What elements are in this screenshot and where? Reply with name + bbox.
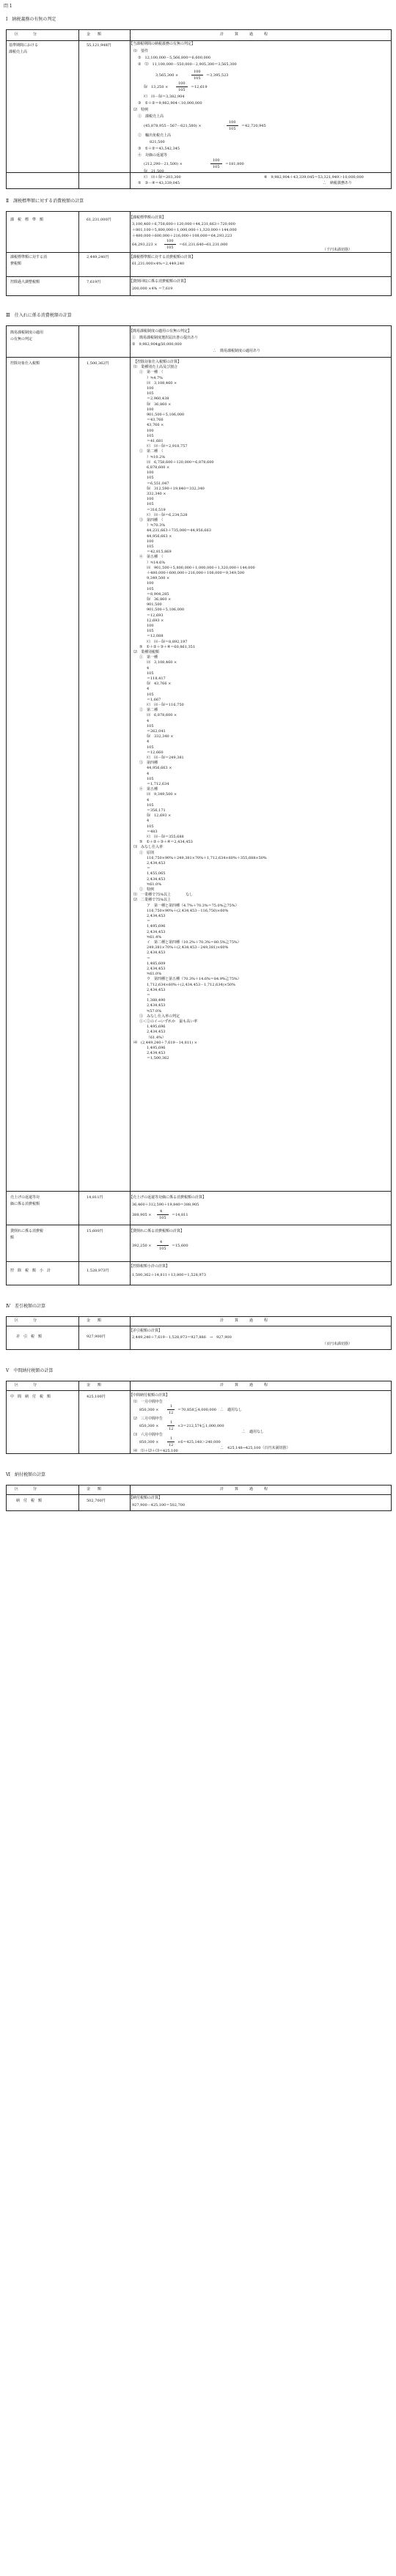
frac-num: 100 <box>229 120 236 125</box>
calc-line: ＝356,171 <box>147 808 166 813</box>
frac-num: 4 <box>160 1240 163 1244</box>
calc-line: ⒝ 13,250 × <box>144 85 169 89</box>
calc-line: ＝12,693 <box>147 613 164 618</box>
calc-line: ⑴ 一業種で75%以上 なし <box>133 893 194 898</box>
calc-line: 105 <box>147 776 154 781</box>
frac-num: 4 <box>160 1209 163 1214</box>
header-keisan: 計 算 過 程 <box>220 1487 268 1491</box>
calc-line: 100 <box>147 470 154 476</box>
section-1-heading: Ⅰ 納税義務の有無の判定 <box>6 17 56 22</box>
calc-line: ① 簡易課税制度選択届出書の提出あり <box>132 336 199 340</box>
row-label: 基準期間における <box>9 43 39 48</box>
calc-line: 【当課税期間の納税義務の有無の判定】 <box>129 42 196 46</box>
row-label: 簡易課税制度の適用 <box>10 331 44 335</box>
calc-line: ③ 第四種 （ <box>139 518 164 523</box>
frac-num: 1 <box>170 1420 173 1425</box>
calc-line: 4 <box>147 739 150 745</box>
calc-line: ⑤ ①＋②＋③＋④＝60,861,351 <box>139 644 196 649</box>
frac-den: 105 <box>178 88 186 92</box>
calc-line: ⒜ 3,108,460 × <box>147 660 177 665</box>
calc-line: ≒61.0% <box>147 972 162 977</box>
calc-line: ⒝ 12,693 × <box>147 813 172 819</box>
calc-line: ∴ 簡易課税制度の適用あり <box>213 349 261 353</box>
calc-line: 100 <box>147 428 154 433</box>
calc-line: 105 <box>147 824 154 829</box>
calc-line: ⒝ 21,500 <box>144 169 164 174</box>
calc-line: 100 <box>147 581 154 586</box>
calc-line: 2,434,453 <box>147 861 166 866</box>
frac-num: 1 <box>170 1404 173 1409</box>
header-kingaku: 金 額 <box>87 32 102 37</box>
calc-line: ＝14,811 <box>172 1213 188 1217</box>
section-2-heading: Ⅱ 課税標準額に対する消費税額の計算 <box>6 199 84 204</box>
calc-line: ② 9,982,904≦50,000,000 <box>132 342 182 347</box>
calc-line: ≒61.4% <box>147 934 162 940</box>
row-amount: 61,231,000円 <box>87 218 111 222</box>
calc-line: ⒝ 36,860 × <box>147 402 172 407</box>
row-amount: 502,700円 <box>87 1499 106 1503</box>
frac-num: 100 <box>178 81 186 86</box>
calc-line: 105 <box>147 433 154 438</box>
calc-line: 901,500＋5,106,000 <box>147 608 185 613</box>
section-5-heading: Ⅴ 中間納付税額の計算 <box>6 1368 54 1373</box>
calc-line: 2,434,453 <box>147 987 166 992</box>
calc-line: 850,300 × <box>139 1408 159 1412</box>
calc-line: ∴ 425,148→425,100（百円未満切捨） <box>220 1446 290 1450</box>
frac-den: 105 <box>194 76 201 81</box>
calc-line: ⒞ ⒜－⒝＝6,234,528 <box>147 512 188 517</box>
calc-line: ⑷ ⑴＋⑵＋⑶＝425,100 <box>133 1449 178 1453</box>
row-label: の有無の判定 <box>10 337 33 342</box>
calc-line: ⑵ 三月中間申告 <box>133 1417 164 1421</box>
calc-line: ＝41,681 <box>147 439 164 443</box>
header-kubun: 区 分 <box>15 1318 37 1323</box>
calc-line: ⑴ 一月中間申告 <box>133 1400 164 1404</box>
calc-line: ∴ 適用なし <box>242 1430 265 1434</box>
row-label: 課税売上高 <box>9 50 28 54</box>
calc-line: ＋801,100＋5,800,000＋1,000,000＋1,320,000＋144,000 <box>132 228 237 232</box>
section-3-heading: Ⅲ 仕入れに係る消費税額の計算 <box>6 313 72 318</box>
header-kingaku: 金 額 <box>87 1487 102 1491</box>
row-label: 貸倒れに係る消費税 <box>10 1229 44 1233</box>
calc-line: ＝ <box>147 956 151 961</box>
calc-line: 392,250 × <box>132 1244 152 1248</box>
calc-line: 100 <box>147 539 154 544</box>
calc-line: ⒞ ⒜－⒝＝2,918,757 <box>147 444 188 449</box>
calc-line: 105 <box>147 502 154 507</box>
row-label: 課税標準額に対する消 <box>10 255 48 259</box>
frac-den: 105 <box>229 127 236 131</box>
row-amount: 1,500,362円 <box>87 361 109 366</box>
frac-den: 105 <box>213 165 220 169</box>
calc-line: 44,231,663＋735,000＝44,956,663 <box>147 528 211 534</box>
header-kubun: 区 分 <box>15 1487 37 1491</box>
row-amount: 425,100円 <box>87 1395 106 1399</box>
calc-line: ⑵ 業種別税額 <box>133 650 160 654</box>
row-amount: 2,449,240円 <box>87 255 109 259</box>
calc-line: ＋480,000＋600,000＋216,000＋108,000＝9,349,500 <box>147 571 245 575</box>
calc-line: 6,878,600 × <box>147 465 170 470</box>
calc-line: ② 第二種 （ <box>139 449 164 454</box>
calc-line: ）≒14.6% <box>147 560 166 565</box>
calc-line: ④ 第五種 （ <box>139 555 164 560</box>
calc-line: 200,000 ×4% ＝7,619 <box>132 287 173 291</box>
calc-line: 105 <box>147 692 154 697</box>
calc-line: ③ ①＋②＝9,982,904＜10,000,000 <box>138 101 202 106</box>
calc-line: 850,300 × <box>139 1440 159 1444</box>
calc-line: 105 <box>147 476 154 481</box>
calc-line: ⑤ ③－④＝43,339,045 <box>138 181 180 185</box>
row-label: 額 <box>10 1236 15 1240</box>
row-amount: 55,121,948円 <box>87 43 111 48</box>
row-label: 納 付 税 額 <box>16 1499 43 1503</box>
calc-line: 249,381×70%＋(2,434,453－249,381)×60% <box>147 945 229 951</box>
calc-line: 105 <box>147 745 154 750</box>
table-3 <box>6 325 392 1285</box>
calc-line: 1,455,065 <box>147 871 166 876</box>
calc-line: ）≒4.7% <box>147 375 163 380</box>
calc-line: 12,693 × <box>147 618 164 623</box>
calc-line: ＝12,660 <box>147 750 164 755</box>
calc-line: 【簡易課税制度の適用の有無の判定】 <box>129 329 192 333</box>
calc-line: ⒞ ⒜－⒝＝8,892,197 <box>147 639 188 644</box>
calc-line: ⒞ ⒜－⒝＝249,381 <box>147 756 184 760</box>
calc-line: ≒57.0% <box>147 1008 162 1014</box>
calc-line: 100 <box>147 624 154 628</box>
row-label: 控 除 税 額 小 計 <box>10 1269 51 1273</box>
calc-line: ⒝ 332,340 × <box>147 734 174 739</box>
calc-line: ① 12,100,000－5,566,800＝6,600,000 <box>138 56 211 60</box>
calc-line: 105 <box>147 391 154 396</box>
calc-line: ∴ 納税義務あり <box>323 181 353 185</box>
calc-line: 44,956,663 × <box>147 534 172 539</box>
frac-num: 100 <box>166 239 174 243</box>
header-kingaku: 金 額 <box>87 1318 102 1323</box>
calc-line: ＝262,041 <box>147 729 166 734</box>
calc-line: ⑷ (2,449,240＋7,619－14,811) × <box>133 1040 197 1045</box>
calc-line: ② 輸出免税売上高 <box>138 133 172 138</box>
calc-line: ⒝ 43,766 × <box>147 682 172 687</box>
table-6 <box>6 1485 392 1511</box>
frac-den: 105 <box>159 1216 166 1220</box>
calc-line: 2,434,453 <box>147 967 166 971</box>
calc-line: ④ 第五種 <box>139 787 158 792</box>
calc-line: ＝181,800 <box>225 162 244 166</box>
calc-line: 【課税標準額に対する消費税額の計算】 <box>129 255 196 259</box>
calc-line: ＝3,395,523 <box>206 73 229 78</box>
calc-line: 4 <box>147 819 150 824</box>
section-4-heading: Ⅳ 差引税額の計算 <box>6 1304 45 1309</box>
calc-line: ＝ <box>147 993 151 997</box>
calc-line: ⒜ 9,349,500 × <box>147 792 177 797</box>
calc-line: 3,100,460＋6,758,600＋120,000＋44,231,663＋720,000 <box>132 222 235 226</box>
frac-den: 105 <box>166 246 174 250</box>
calc-line: 1,495,696 <box>147 924 166 929</box>
calc-line: ＝ <box>147 919 151 924</box>
calc-line: 1,495,696 <box>147 1046 166 1050</box>
calc-line: ＝61,231,640→61,231,000 <box>179 243 228 247</box>
calc-line: ＝6,551,047 <box>147 481 169 486</box>
calc-line: 388,905 × <box>132 1213 152 1217</box>
calc-line: ④ 対価の返還等 <box>138 153 168 158</box>
calc-line: 【課税標準額の計算】 <box>129 215 166 220</box>
calc-line: ⑶ 六月中間申告 <box>133 1433 164 1437</box>
row-amount: 927,900円 <box>87 1335 106 1339</box>
calc-line: ア 第一種と第四種（4.7%＋70.3%＝75.0%≧75%） <box>147 903 239 908</box>
calc-line: ＝483 <box>147 829 158 834</box>
calc-line: 64,293,223 × <box>132 243 158 247</box>
row-label: 費税額 <box>10 262 22 266</box>
frac-num: 100 <box>194 70 201 74</box>
calc-line: 105 <box>147 723 154 728</box>
calc-line: 2,434,453 <box>147 951 166 956</box>
calc-line: 105 <box>147 802 154 808</box>
calc-line: ×3＝212,574≦1,000,000 <box>177 1424 224 1428</box>
calc-line: 4 <box>147 797 150 802</box>
calc-line: 116,750×90%＋(2,434,453－116,750)×60% <box>147 908 229 913</box>
frac-num: 1 <box>170 1436 173 1441</box>
calc-line: ② 第二種 <box>139 708 158 713</box>
header-keisan: 計 算 過 程 <box>220 32 268 37</box>
calc-line: ③ みなし仕入率の判定 <box>139 1014 180 1019</box>
calc-line: 4 <box>147 771 150 776</box>
calc-line: ⒝ 312,590＋19,840＝332,340 <box>147 486 205 491</box>
calc-line: ③ ①＋②＝43,542,345 <box>138 147 180 151</box>
calc-line: 1,485,609 <box>147 961 166 966</box>
calc-line: 927,900－425,100＝502,700 <box>132 1503 186 1507</box>
calc-line: 36,460＋312,590＋19,840＝388,905 <box>132 1203 199 1207</box>
row-label: 中 間 納 付 税 額 <box>10 1395 51 1399</box>
calc-line: 2,434,453 <box>147 914 166 918</box>
calc-line: 2,434,453 <box>147 1003 166 1008</box>
calc-line: 【控除税額小計の計算】 <box>129 1264 170 1269</box>
calc-line: ① 第一種 <box>139 655 158 660</box>
frac-num: 100 <box>213 158 220 163</box>
calc-line: ＝2,960,438 <box>147 396 169 402</box>
calc-line: 【貸倒れに係る消費税額の計算】 <box>129 1229 185 1233</box>
calc-line: ）≒10.2% <box>147 454 166 460</box>
calc-line: 2,434,453 <box>147 929 166 934</box>
header-keisan: 計 算 過 程 <box>220 1318 268 1323</box>
calc-line: 105 <box>147 671 154 676</box>
calc-line: 1,388,490 <box>147 998 166 1003</box>
calc-line: ⒜ 901,500＋5,800,000＋1,000,000＋1,320,000＋144,000 <box>147 565 255 570</box>
calc-line: 【納付税額の計算】 <box>129 1496 163 1500</box>
calc-line: ＝42,720,945 <box>241 124 266 128</box>
calc-line: ⑵ 特例 <box>133 108 149 112</box>
calc-line: ① 第一種 （ <box>139 370 164 375</box>
calc-line: ＝316,519 <box>147 507 166 512</box>
header-kubun: 区 分 <box>15 32 37 37</box>
calc-line: ＝1,500,362 <box>147 1056 169 1061</box>
calc-line: 【中間納付税額の計算】 <box>129 1393 170 1398</box>
calc-line: 44,956,663 × <box>147 766 172 771</box>
calc-line: ⒞ ⒜＋⒝＝203,300 <box>144 175 181 180</box>
calc-line: ⑴ 要件 <box>133 49 149 53</box>
calc-line: 901,500＋5,106,000 <box>147 413 185 417</box>
calc-line: 2,434,453 <box>147 876 166 882</box>
calc-line: 【売上げの返還等対価に係る消費税額の計算】 <box>129 1195 207 1200</box>
calc-line: 105 <box>147 545 154 549</box>
calc-line: ① 原則 <box>139 850 155 855</box>
calc-line: 43,766 × <box>147 423 164 428</box>
frac-den: 12 <box>169 1411 174 1415</box>
calc-line: ＝15,600 <box>172 1244 188 1248</box>
row-amount: 7,619円 <box>87 280 101 284</box>
calc-line: 100 <box>147 407 154 412</box>
calc-line: 1,500,362＋14,811＋13,800＝1,528,973 <box>132 1273 206 1277</box>
calc-line: (45,878,955－567－621,580) × <box>144 124 202 128</box>
calc-line: ⑵ 二業種で75%以上 <box>133 898 172 903</box>
calc-line: 100 <box>147 386 154 391</box>
row-label: 価に係る消費税額 <box>10 1202 40 1206</box>
calc-line: ⑥ 9,982,904＋43,339,045＝53,321,949＞10,000,000 <box>264 175 364 180</box>
calc-line: 901,500 <box>147 602 162 608</box>
calc-line: 2,434,453 <box>147 1051 166 1056</box>
calc-line: （百円未満切捨） <box>323 1342 353 1346</box>
calc-line: ⒞ ⒜－⒝＝116,750 <box>147 703 184 707</box>
calc-line: 105 <box>147 586 154 591</box>
calc-line: ＝ <box>147 866 151 871</box>
row-label: 控除過大調整税額 <box>10 280 40 284</box>
calc-line: ⑴ 業種別売上高及び割合 <box>133 365 178 370</box>
calc-line: ＝8,904,285 <box>147 591 169 597</box>
header-keisan: 計 算 過 程 <box>220 1383 268 1387</box>
frac-den: 12 <box>169 1427 174 1431</box>
row-label: 差 引 税 額 <box>16 1335 43 1339</box>
calc-line: ＋480,000＋600,000＋216,000＋108,000＝64,293,223 <box>132 234 232 238</box>
row-amount: 1,528,973円 <box>87 1269 109 1273</box>
calc-line: 105 <box>147 629 154 634</box>
calc-line: ＝12,619 <box>191 85 208 89</box>
calc-line: ≒61.0% <box>147 882 162 887</box>
calc-line: 4 <box>147 718 150 723</box>
row-label: 売上げの返還等対 <box>10 1195 40 1200</box>
calc-line: 100 <box>147 497 154 502</box>
calc-line: ）≒70.3% <box>147 523 166 528</box>
calc-line: 332,340 × <box>147 492 166 496</box>
calc-line: 【貸倒回収に係る消費税額の計算】 <box>129 279 188 284</box>
row-amount: 14,811円 <box>87 1195 103 1200</box>
calc-line: ＝43,766 <box>147 418 164 423</box>
problem-number: 問 1 <box>4 4 12 9</box>
calc-line: ⒞ ⒜－⒝＝355,688 <box>147 835 184 839</box>
calc-line: ×6＝425,148＞240,000 <box>177 1440 221 1444</box>
row-label: 課 税 標 準 額 <box>10 218 44 222</box>
calc-line: ② 特例 <box>139 887 155 892</box>
calc-line: 821,500 <box>150 140 165 144</box>
calc-line: 1,712,634×60%＋(2,434,453－1,712,634)×50% <box>147 982 235 987</box>
calc-line: ⑤ ①＋②＋③＋④＝2,434,453 <box>139 840 193 845</box>
calc-line: （千円未満切捨） <box>323 248 353 252</box>
calc-line: 【差引税額の計算】 <box>129 1329 163 1333</box>
row-amount: 15,600円 <box>87 1229 103 1233</box>
header-kingaku: 金 額 <box>87 1383 102 1387</box>
calc-line: (212,290－21,500) × <box>144 162 183 166</box>
calc-line: 4 <box>147 687 150 692</box>
calc-line: ② ⑴ 11,100,000－550,000－2,905,300＝3,565,300 <box>138 62 237 67</box>
calc-line: ⒜ 6,758,600＋120,000＝6,878,600 <box>147 460 214 465</box>
calc-line: ＝1,667 <box>147 697 161 702</box>
calc-line: ⑶ みなし仕入率 <box>133 845 164 850</box>
calc-line: ⒜ 6,878,600 × <box>147 713 177 718</box>
calc-line: ＝118,417 <box>147 676 166 681</box>
calc-line: ① 課税売上高 <box>138 114 164 119</box>
calc-line: ウ 第四種と第五種（70.3%＋14.6%＝84.9%≧75%） <box>147 977 241 982</box>
calc-line: 2,449,240＋7,619－1,528,973＝927,886 → 927,900 <box>132 1335 232 1340</box>
calc-line: ⒞ ⒜－⒝＝3,382,904 <box>144 95 185 99</box>
row-label: 控除対象仕入税額 <box>10 361 40 366</box>
calc-line: ①＜②のイ→いずれか 最も高い率 <box>139 1019 198 1024</box>
calc-line: 9,349,500 × <box>147 576 170 581</box>
calc-line: 4 <box>147 665 150 671</box>
calc-line: ⒜ 3,108,460 × <box>147 380 177 385</box>
calc-line: 2,434,453 <box>147 1030 166 1035</box>
frac-den: 12 <box>169 1443 174 1447</box>
calc-line: 1,495,696 <box>147 1025 166 1030</box>
calc-line: 116,750×90%＋249,381×70%＋1,712,634×60%＋355,688×50% <box>147 855 267 860</box>
calc-line: 850,300 × <box>139 1424 159 1428</box>
section-6-heading: Ⅵ 納付税額の計算 <box>6 1472 46 1477</box>
calc-line: ＝70,858≦4,000,000 ∴ 適用なし <box>177 1408 242 1412</box>
calc-line: ③ 第四種 <box>139 761 158 766</box>
calc-line: イ 第二種と第四種（10.2%＋70.3%＝80.5%≧75%） <box>147 940 241 945</box>
calc-line: 【控除対象仕入税額の計算】 <box>133 360 182 364</box>
frac-den: 105 <box>159 1247 166 1251</box>
calc-line: 3,565,300 × <box>155 73 179 78</box>
header-kubun: 区 分 <box>15 1383 37 1387</box>
calc-line: ＝12,088 <box>147 634 164 639</box>
calc-line: （61.4%） <box>147 1035 166 1040</box>
calc-line: ＝1,712,634 <box>147 782 169 786</box>
calc-line: ＝42,815,869 <box>147 550 172 555</box>
calc-line: ⒝ 36,860 × <box>147 597 172 602</box>
calc-line: 61,231,000×4%＝2,449,240 <box>132 262 185 266</box>
